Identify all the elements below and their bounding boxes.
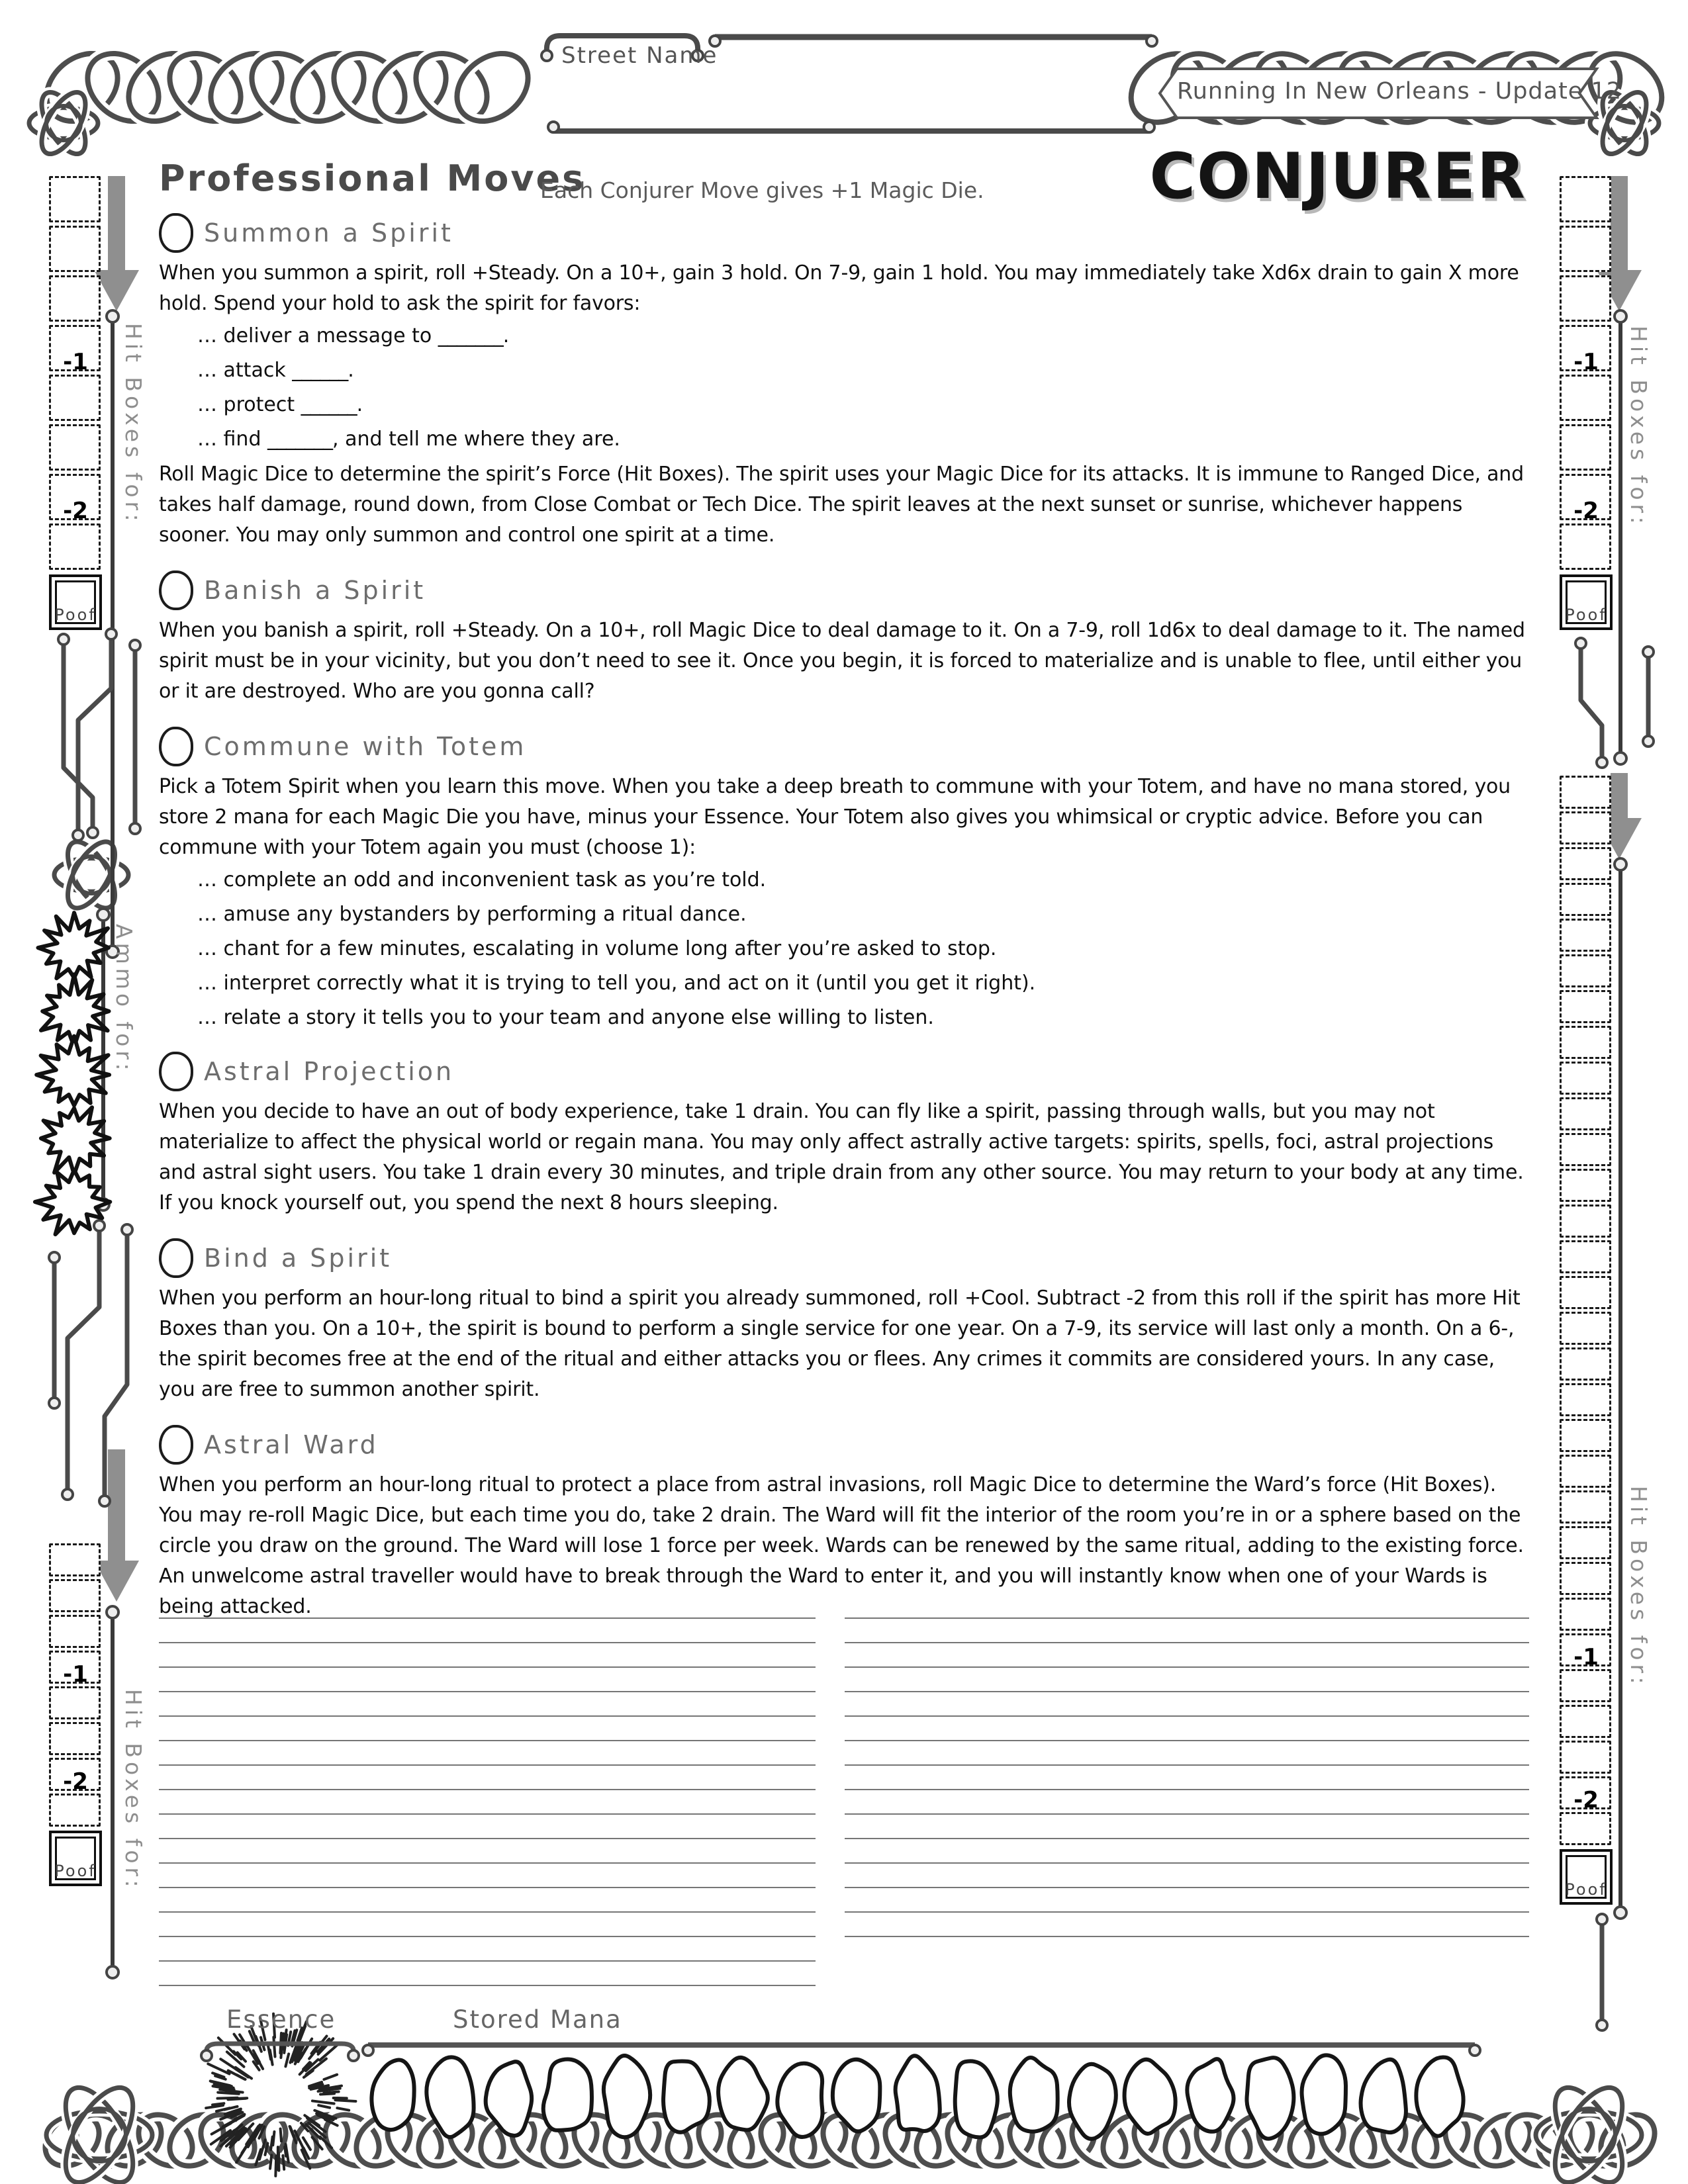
move-name: Astral Projection <box>204 1057 455 1086</box>
hit-box[interactable] <box>49 523 101 570</box>
move-checkbox[interactable] <box>159 1425 193 1465</box>
class-name: CONJURER <box>1149 140 1526 213</box>
hit-box[interactable] <box>1560 1812 1611 1845</box>
page-title: Professional Moves <box>159 158 586 199</box>
poof-label: Poof <box>1565 1880 1607 1899</box>
notes-line[interactable] <box>845 1715 1529 1717</box>
move-header <box>159 213 1529 253</box>
move-header <box>159 570 1529 610</box>
move-section <box>159 1238 1529 1405</box>
move-name: Bind a Spirit <box>204 1244 393 1273</box>
moves-list <box>159 213 1529 1622</box>
hit-box[interactable] <box>1560 275 1611 322</box>
move-header <box>159 1425 1529 1465</box>
notes-line[interactable] <box>159 1666 816 1668</box>
hit-box[interactable] <box>1560 176 1611 222</box>
hit-box[interactable] <box>1560 375 1611 421</box>
ammo-burst[interactable] <box>38 913 109 978</box>
hit-box[interactable] <box>1560 1276 1611 1309</box>
hit-box[interactable] <box>49 1543 101 1576</box>
move-section <box>159 1052 1529 1218</box>
notes-line[interactable] <box>159 1764 816 1766</box>
notes-line[interactable] <box>159 1887 816 1888</box>
notes-line[interactable] <box>845 1838 1529 1839</box>
notes-line[interactable] <box>845 1617 1529 1619</box>
notes-line[interactable] <box>845 1764 1529 1766</box>
hit-box[interactable] <box>49 1794 101 1827</box>
hit-box[interactable] <box>1560 1562 1611 1595</box>
hit-box[interactable] <box>1560 1490 1611 1524</box>
move-options-list <box>159 866 1529 1032</box>
notes-line[interactable] <box>159 1911 816 1913</box>
notes-line[interactable] <box>159 1985 816 1986</box>
street-name-label: Street Name <box>561 42 718 69</box>
hit-box[interactable] <box>1560 1026 1611 1059</box>
notes-line[interactable] <box>845 1740 1529 1741</box>
hit-box[interactable] <box>1560 919 1611 952</box>
notes-line[interactable] <box>159 1617 816 1619</box>
hit-box[interactable] <box>49 424 101 471</box>
hit-box[interactable] <box>1560 1347 1611 1381</box>
hit-box[interactable] <box>1560 1669 1611 1702</box>
move-paragraph: Pick a Totem Spirit when you learn this move. When you take a deep breath to commune with your Totem, and have no mana stored, you store 2 mana for each Magic Die you have, minus your Essence. Your Totem also gives you whimsical or cryptic advice. Before you can commune with your Totem again you must (choose 1): <box>159 775 1511 859</box>
move-header <box>159 1052 1529 1091</box>
move-paragraph: When you perform an hour-long ritual to bind a spirit you already summoned, roll +Cool. Subtract -2 from this roll if the spirit has more Hit Boxes than you. On a 10+, the spirit is bound to perform a single service for one year. On a 7-9, its service will last only a month. On a 6-, the spirit becomes free at the end of the ritual and either attacks you or flees. Any crimes it commits are considered yours. In any case, you are free to summon another spirit. <box>159 1287 1521 1401</box>
essence-label: Essence <box>226 2005 336 2034</box>
ammo-label-left: Ammo for: <box>111 924 137 1075</box>
hit-box[interactable] <box>49 1722 101 1755</box>
hit-boxes-label-left-top: Hit Boxes for: <box>120 323 146 525</box>
notes-line[interactable] <box>159 1813 816 1815</box>
notes-line[interactable] <box>159 1838 816 1839</box>
move-section <box>159 570 1529 707</box>
page-subtitle: Each Conjurer Move gives +1 Magic Die. <box>540 177 984 203</box>
hit-box[interactable] <box>49 1615 101 1648</box>
hit-boxes-label-right-bottom: Hit Boxes for: <box>1626 1486 1652 1688</box>
mana-slot[interactable] <box>1361 2060 1406 2132</box>
hit-box[interactable] <box>1560 847 1611 880</box>
fill-in-blank[interactable]: ______ <box>301 393 357 416</box>
hit-boxes-strip-left-bottom <box>49 1543 102 1890</box>
hit-boxes-strip-right-top <box>1560 176 1613 634</box>
notes-line[interactable] <box>845 1862 1529 1864</box>
hit-boxes-label-left-bottom: Hit Boxes for: <box>120 1689 146 1891</box>
hit-box-penalty-mark: -2 <box>63 498 88 524</box>
banner-title: Running In New Orleans - Update 12 <box>1177 78 1622 105</box>
hit-box[interactable] <box>1560 811 1611 844</box>
hit-box[interactable] <box>1560 1240 1611 1273</box>
notes-line[interactable] <box>845 1813 1529 1815</box>
hit-box-penalty-mark: -1 <box>63 1661 88 1688</box>
ammo-burst[interactable] <box>36 1036 109 1106</box>
move-checkbox[interactable] <box>159 213 193 253</box>
notes-line[interactable] <box>845 1666 1529 1668</box>
move-name: Summon a Spirit <box>204 218 453 248</box>
hit-box-penalty-mark: -1 <box>1573 1644 1599 1670</box>
hit-box[interactable] <box>1560 1419 1611 1452</box>
hit-box-penalty-mark: -2 <box>1573 1787 1599 1813</box>
notes-line[interactable] <box>159 1789 816 1790</box>
fill-in-blank[interactable]: ______ <box>292 359 348 382</box>
move-bullet: … deliver a message to _______. <box>197 324 510 347</box>
move-bullet: … relate a story it tells you to your team and anyone else willing to listen. <box>197 1006 934 1029</box>
poof-label: Poof <box>1565 606 1607 624</box>
notes-line[interactable] <box>845 1642 1529 1643</box>
move-checkbox[interactable] <box>159 727 193 766</box>
notes-line[interactable] <box>159 1715 816 1717</box>
hit-boxes-strip-left-top <box>49 176 102 634</box>
hit-box-penalty-mark: -2 <box>63 1768 88 1795</box>
mana-slot[interactable] <box>955 2061 998 2137</box>
move-section <box>159 1425 1529 1622</box>
move-bullet: … find _______, and tell me where they are. <box>197 428 620 451</box>
poof-box[interactable] <box>49 574 102 630</box>
move-paragraph: When you summon a spirit, roll +Steady. On a 10+, gain 3 hold. On 7-9, gain 1 hold. You may immediately take Xd6x drain to gain X more hold. Spend your hold to ask the spirit for favors: <box>159 261 1519 315</box>
hit-box[interactable] <box>49 1686 101 1719</box>
ammo-burst[interactable] <box>41 1107 110 1174</box>
notes-line[interactable] <box>159 1740 816 1741</box>
move-header <box>159 727 1529 766</box>
hit-box[interactable] <box>1560 883 1611 916</box>
notes-line[interactable] <box>159 1642 816 1643</box>
move-checkbox[interactable] <box>159 1052 193 1091</box>
move-name: Astral Ward <box>204 1430 379 1459</box>
hit-box[interactable] <box>1560 1133 1611 1166</box>
hit-boxes-strip-right-bottom <box>1560 776 1613 1909</box>
move-bullet: … amuse any bystanders by performing a ritual dance. <box>197 903 747 926</box>
move-header <box>159 1238 1529 1278</box>
hit-box[interactable] <box>1560 1205 1611 1238</box>
hit-box-penalty-mark: -1 <box>1573 349 1599 375</box>
notes-line[interactable] <box>845 1911 1529 1913</box>
mana-slot[interactable] <box>1187 2059 1233 2132</box>
hit-box[interactable] <box>1560 1062 1611 1095</box>
hit-box[interactable] <box>1560 1312 1611 1345</box>
hit-box[interactable] <box>49 375 101 421</box>
hit-box[interactable] <box>49 275 101 322</box>
move-bullet: … attack ______. <box>197 359 354 382</box>
notes-line[interactable] <box>159 1862 816 1864</box>
fill-in-blank[interactable]: _______ <box>267 428 333 451</box>
move-bullet: … complete an odd and inconvenient task as you’re told. <box>197 868 767 891</box>
hit-box[interactable] <box>1560 1705 1611 1738</box>
stored-mana-label: Stored Mana <box>453 2005 622 2034</box>
hit-box[interactable] <box>1560 226 1611 272</box>
poof-label: Poof <box>54 606 97 624</box>
hit-box[interactable] <box>1560 1169 1611 1202</box>
mana-slot[interactable] <box>896 2056 940 2131</box>
hit-box[interactable] <box>1560 523 1611 570</box>
hit-box[interactable] <box>1560 1598 1611 1631</box>
notes-line[interactable] <box>845 1691 1529 1692</box>
poof-box[interactable] <box>49 1831 102 1886</box>
move-name: Commune with Totem <box>204 732 527 761</box>
notes-line[interactable] <box>845 1887 1529 1888</box>
notes-line[interactable] <box>159 1936 816 1937</box>
mana-slot[interactable] <box>663 2061 710 2132</box>
hit-boxes-label-right-top: Hit Boxes for: <box>1626 326 1652 528</box>
move-bullet: … protect ______. <box>197 393 363 416</box>
hit-box[interactable] <box>49 176 101 222</box>
notes-line[interactable] <box>845 1789 1529 1790</box>
move-checkbox[interactable] <box>159 570 193 610</box>
notes-line[interactable] <box>845 1936 1529 1937</box>
hit-box[interactable] <box>1560 1097 1611 1130</box>
notes-lines-right <box>845 1617 1529 1960</box>
notes-line[interactable] <box>159 1691 816 1692</box>
hit-box[interactable] <box>1560 954 1611 987</box>
mana-slot[interactable] <box>1010 2058 1058 2132</box>
move-bullet: … interpret correctly what it is trying to tell you, and act on it (until you get it right). <box>197 972 1036 995</box>
move-paragraph: When you perform an hour-long ritual to protect a place from astral invasions, roll Magic Dice to determine the Ward’s force (Hit Boxes). You may re-roll Magic Dice, but each time you do, take 2 drain. The Ward will fit the interior of the room you’re in or a sphere based on the circle you draw on the ground. The Ward will lose 1 force per week. Wards can be renewed by the same ritual, adding to the existing force. An unwelcome astral traveller would have to break through the Ward to enter it, and you will instantly know when one of your Wards is being attacked. <box>159 1473 1524 1618</box>
notes-lines-left <box>159 1617 816 2009</box>
hit-box[interactable] <box>49 1579 101 1612</box>
hit-box[interactable] <box>1560 1455 1611 1488</box>
move-section <box>159 213 1529 551</box>
move-paragraph: When you banish a spirit, roll +Steady. On a 10+, roll Magic Dice to deal damage to it. On a 7-9, roll 1d6x to deal damage to it. The named spirit must be in your vicinity, but you don’t need to see it. Once you begin, it is forced to materialize and is unable to flee, until either you or it are destroyed. Who are you gonna call? <box>159 619 1525 703</box>
move-paragraph: Roll Magic Dice to determine the spirit’s Force (Hit Boxes). The spirit uses your Magic Dice for its attacks. It is immune to Ranged Dice, and takes half damage, round down, from Close Combat or Tech Dice. The spirit leaves at the next sunset or sunrise, whichever happens sooner. You may only summon and control one spirit at a time. <box>159 463 1524 547</box>
mana-slot[interactable] <box>1302 2055 1346 2134</box>
move-name: Banish a Spirit <box>204 576 426 605</box>
hit-box[interactable] <box>1560 776 1611 809</box>
mana-slot[interactable] <box>543 2059 592 2130</box>
hit-box[interactable] <box>1560 1741 1611 1774</box>
move-section <box>159 727 1529 1032</box>
notes-line[interactable] <box>159 1960 816 1962</box>
move-options-list <box>159 322 1529 453</box>
hit-box[interactable] <box>49 226 101 272</box>
mana-slot[interactable] <box>371 2060 414 2130</box>
mana-slot[interactable] <box>718 2058 768 2130</box>
street-name-input[interactable] <box>712 29 1149 128</box>
hit-box[interactable] <box>1560 1383 1611 1416</box>
hit-box-penalty-mark: -2 <box>1573 498 1599 524</box>
poof-box[interactable] <box>1560 1849 1613 1905</box>
poof-label: Poof <box>54 1862 97 1880</box>
hit-box[interactable] <box>1560 990 1611 1023</box>
move-bullet: … chant for a few minutes, escalating in volume long after you’re asked to stop. <box>197 937 997 960</box>
hit-box-penalty-mark: -1 <box>63 349 88 375</box>
hit-box[interactable] <box>1560 424 1611 471</box>
poof-box[interactable] <box>1560 574 1613 630</box>
move-checkbox[interactable] <box>159 1238 193 1278</box>
hit-box[interactable] <box>1560 1526 1611 1559</box>
move-paragraph: When you decide to have an out of body experience, take 1 drain. You can fly like a spirit, passing through walls, but you may not materialize to affect the physical world or regain mana. You may only affect astrally active targets: spirits, spells, foci, astral projections and astral sight users. You take 1 drain every 30 minutes, and triple drain from any other source. You may return to your body at any time. If you knock yourself out, you spend the next 8 hours sleeping. <box>159 1100 1524 1214</box>
mana-slot[interactable] <box>1416 2057 1463 2136</box>
fill-in-blank[interactable]: _______ <box>438 324 503 347</box>
